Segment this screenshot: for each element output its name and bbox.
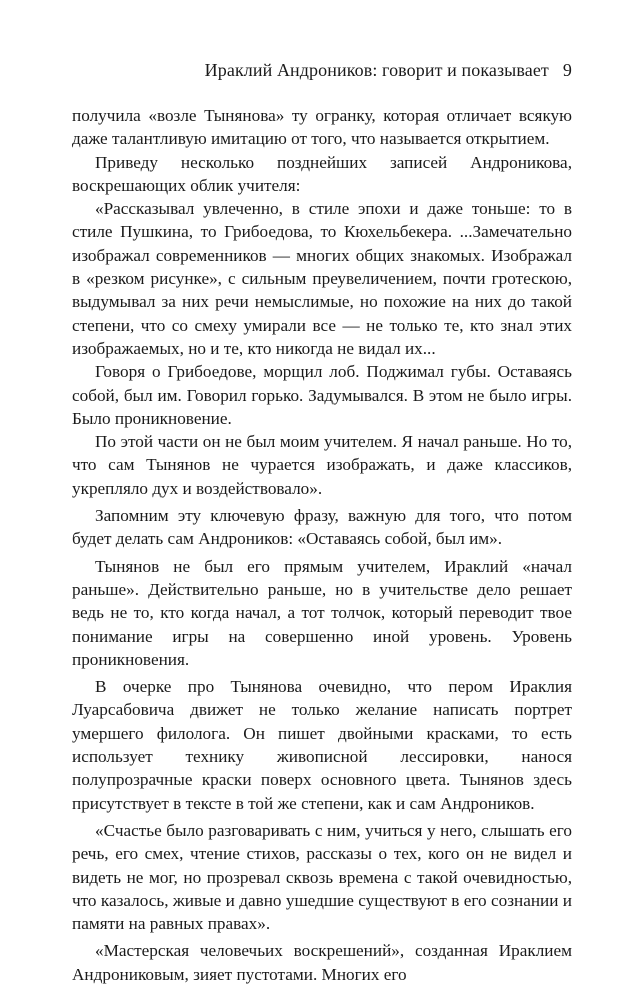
page-number: 9	[562, 60, 572, 80]
running-header	[72, 60, 572, 104]
quote-paragraph: По этой части он не был моим учителем. Я начал раньше. Но то, что сам Тынянов не чурается изображать, и даже классиков, укрепляло дух и воздействовало».	[72, 432, 572, 498]
paragraph: Тынянов не был его прямым учителем, Ираклий «начал раньше». Действительно раньше, но в учительстве дело решает ведь не то, кто когда начал, а тот толчок, который переводит твое понимание игры на совершенно иной уровень. Уровень проникновения.	[72, 556, 572, 669]
paragraph: Запомним эту ключевую фразу, важную для того, что потом будет делать сам Андроников: «Оставаясь собой, был им».	[72, 506, 572, 549]
book-page	[72, 60, 572, 986]
paragraph: «Мастерская человечьих воскрешений», созданная Ираклием Андрониковым, зияет пустотами. Многих его	[72, 941, 572, 984]
paragraph: В очерке про Тынянова очевидно, что пером Ираклия Луарсабовича движет не только желание написать портрет умершего филолога. Он пишет двойными красками, то есть использует технику живописной лессировки, нанося полупрозрачные краски поверх основного цвета. Тынянов здесь присутствует в тексте в той же степени, как и сам Андроников.	[72, 677, 572, 813]
quote-paragraph: «Счастье было разговаривать с ним, учиться у него, слышать его речь, его смех, чтение стихов, рассказы о тех, кого он не видел и видеть не мог, но прозревал сквозь времена с такой очевидностью, что казалось, живые и давно ушедшие существуют в его сознании и памяти на равных правах».	[72, 820, 572, 934]
quote-paragraph: «Рассказывал увлеченно, в стиле эпохи и даже тоньше: то в стиле Пушкина, то Грибоедова, то Кюхельбекера. ...Замечательно изображал современников — многих общих знакомых. Изображал в «резком рисунке», с сильным преувеличением, почти гротескою, выдумывал за них речи немыслимые, но похожие на них до такой степени, что со смеху умирали все — не только те, кто знал этих изображаемых, но и те, кто никогда не видал их...	[72, 199, 572, 358]
page-body	[72, 104, 572, 986]
paragraph: Приведу несколько позднейших записей Андроникова, воскрешающих облик учителя:	[72, 152, 572, 195]
paragraph: получила «возле Тынянова» ту огранку, которая отличает всякую даже талантливую имитацию от того, что называется открытием.	[72, 106, 572, 149]
running-title: Ираклий Андроников: говорит и показывает	[204, 60, 549, 80]
quote-paragraph: Говоря о Грибоедове, морщил лоб. Поджимал губы. Оставаясь собой, был им. Говорил горько. Задумывался. В этом не было игры. Было проникновение.	[72, 362, 572, 428]
